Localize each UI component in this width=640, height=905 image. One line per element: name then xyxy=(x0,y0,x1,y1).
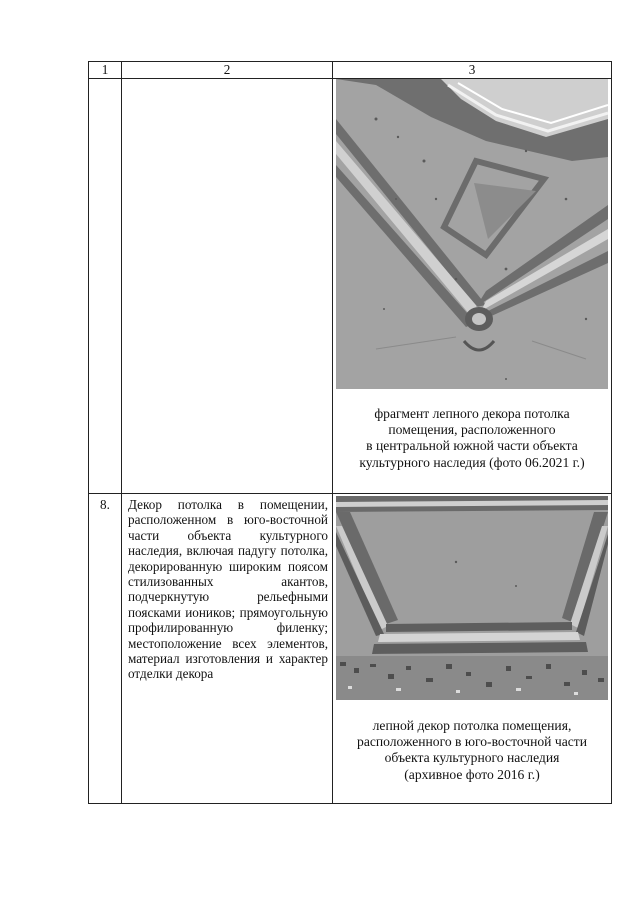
caption-line: лепной декор потолка помещения, xyxy=(372,718,572,733)
row-description: Декор потолка в помещении, расположенном в юго-восточной части объекта культурного наследия, включая падугу потолка, декорированную широким поясом стилизованных акантов, подчеркнутую рельефными поясками иоников; прямоугольную профилированную филенку; местоположение всех элементов, материал изготовления и характер отделки декора xyxy=(122,494,333,804)
caption-line: (архивное фото 2016 г.) xyxy=(404,766,540,782)
table-header-row xyxy=(89,62,612,79)
photo-caption xyxy=(333,718,611,783)
ceiling-cornice-archive-photo xyxy=(336,496,608,700)
caption-line: фрагмент лепного декора потолка xyxy=(374,406,570,421)
header-col-3: 3 xyxy=(333,62,612,79)
row-number: 8. xyxy=(89,494,122,804)
row-description xyxy=(122,79,333,494)
caption-line: помещения, расположенного xyxy=(388,422,556,438)
caption-line: объекта культурного наследия xyxy=(384,750,560,766)
table-row xyxy=(89,79,612,494)
caption-line: в центральной южной части объекта xyxy=(366,438,578,454)
row-number xyxy=(89,79,122,494)
heritage-table xyxy=(88,61,612,804)
ceiling-corner-photo xyxy=(336,79,608,389)
photo-cell xyxy=(333,494,612,804)
table-row xyxy=(89,494,612,804)
header-col-2: 2 xyxy=(122,62,333,79)
photo-cell xyxy=(333,79,612,494)
photo-caption xyxy=(333,406,611,471)
header-col-1: 1 xyxy=(89,62,122,79)
caption-line: расположенного в юго-восточной части xyxy=(357,734,587,750)
caption-line: культурного наследия (фото 06.2021 г.) xyxy=(359,454,585,470)
